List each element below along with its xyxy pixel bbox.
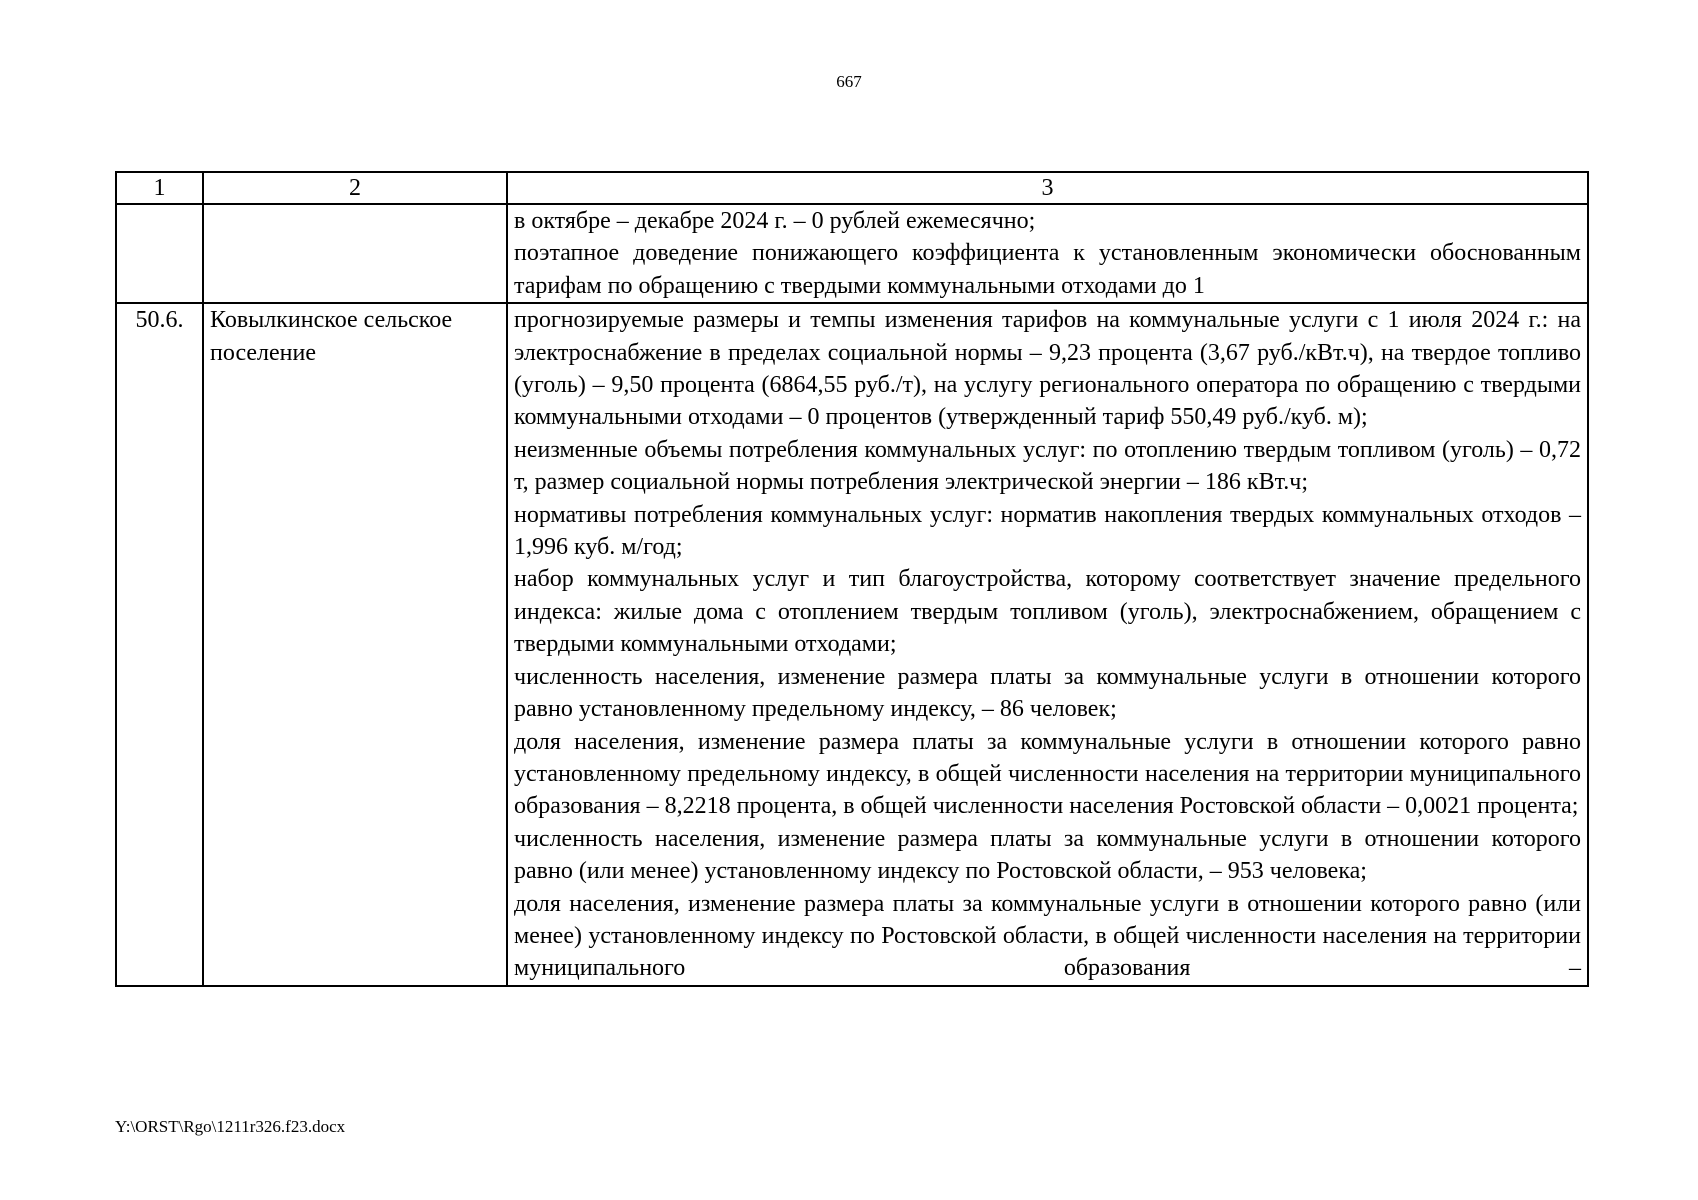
- row-name-cell: [203, 204, 507, 303]
- paragraph: численность населения, изменение размера платы за коммунальные услуги в отношении которого равно установленному предельному индексу, – 86 человек;: [514, 663, 1581, 723]
- column-header-2: 2: [203, 172, 507, 204]
- table-header-row: [116, 172, 1588, 204]
- row-number-cell: [116, 204, 203, 303]
- table-row-50-6: [116, 303, 1588, 986]
- row-description-cell: [507, 303, 1588, 986]
- paragraph: в октябре – декабре 2024 г. – 0 рублей ежемесячно;: [514, 208, 1036, 234]
- paragraph: численность населения, изменение размера платы за коммунальные услуги в отношении которого равно (или менее) установленному индексу по Ростовской области, – 953 человека;: [514, 825, 1581, 885]
- tariff-table: [115, 171, 1589, 987]
- page-number: 667: [836, 72, 862, 91]
- paragraph: доля населения, изменение размера платы за коммунальные услуги в отношении которого равно (или менее) установленному индексу по Ростовской области, в общей численности населения на территории муниципального образования –: [514, 890, 1581, 982]
- paragraph: набор коммунальных услуг и тип благоустройства, которому соответствует значение предельного индекса: жилые дома с отоплением твердым топливом (уголь), электроснабжением, обращением с твердыми коммунальными отходами;: [514, 566, 1581, 658]
- paragraph: нормативы потребления коммунальных услуг: норматив накопления твердых коммунальных отходов – 1,996 куб. м/год;: [514, 501, 1581, 561]
- column-header-3: 3: [507, 172, 1588, 204]
- row-number-cell: 50.6.: [116, 303, 203, 986]
- footer-file-path: Y:\ORST\Rgo\1211r326.f23.docx: [115, 1117, 346, 1136]
- row-description-cell: [507, 204, 1588, 303]
- paragraph: прогнозируемые размеры и темпы изменения тарифов на коммунальные услуги с 1 июля 2024 г.: на электроснабжение в пределах социальной нормы – 9,23 процента (3,67 руб./кВт.ч), на твердое топливо (уголь) – 9,50 процента (6864,55 руб./т), на услугу регионального оператора по обращению с твердыми коммунальными отходами – 0 процентов (утвержденный тариф 550,49 руб./куб. м);: [514, 307, 1581, 431]
- row-name-cell: Ковылкинское сельское поселение: [203, 303, 507, 986]
- paragraph: доля населения, изменение размера платы за коммунальные услуги в отношении которого равно установленному предельному индексу, в общей численности населения на территории муниципального образования – 8,2218 процента, в общей численности населения Ростовской области – 0,0021 процента;: [514, 728, 1581, 820]
- column-header-1: 1: [116, 172, 203, 204]
- paragraph: поэтапное доведение понижающего коэффициента к установленным экономически обоснованным тарифам по обращению с твердыми коммунальными отходами до 1: [514, 240, 1581, 299]
- table-row-continuation: [116, 204, 1588, 303]
- paragraph: неизменные объемы потребления коммунальных услуг: по отоплению твердым топливом (уголь) – 0,72 т, размер социальной нормы потребления электрической энергии – 186 кВт.ч;: [514, 436, 1581, 496]
